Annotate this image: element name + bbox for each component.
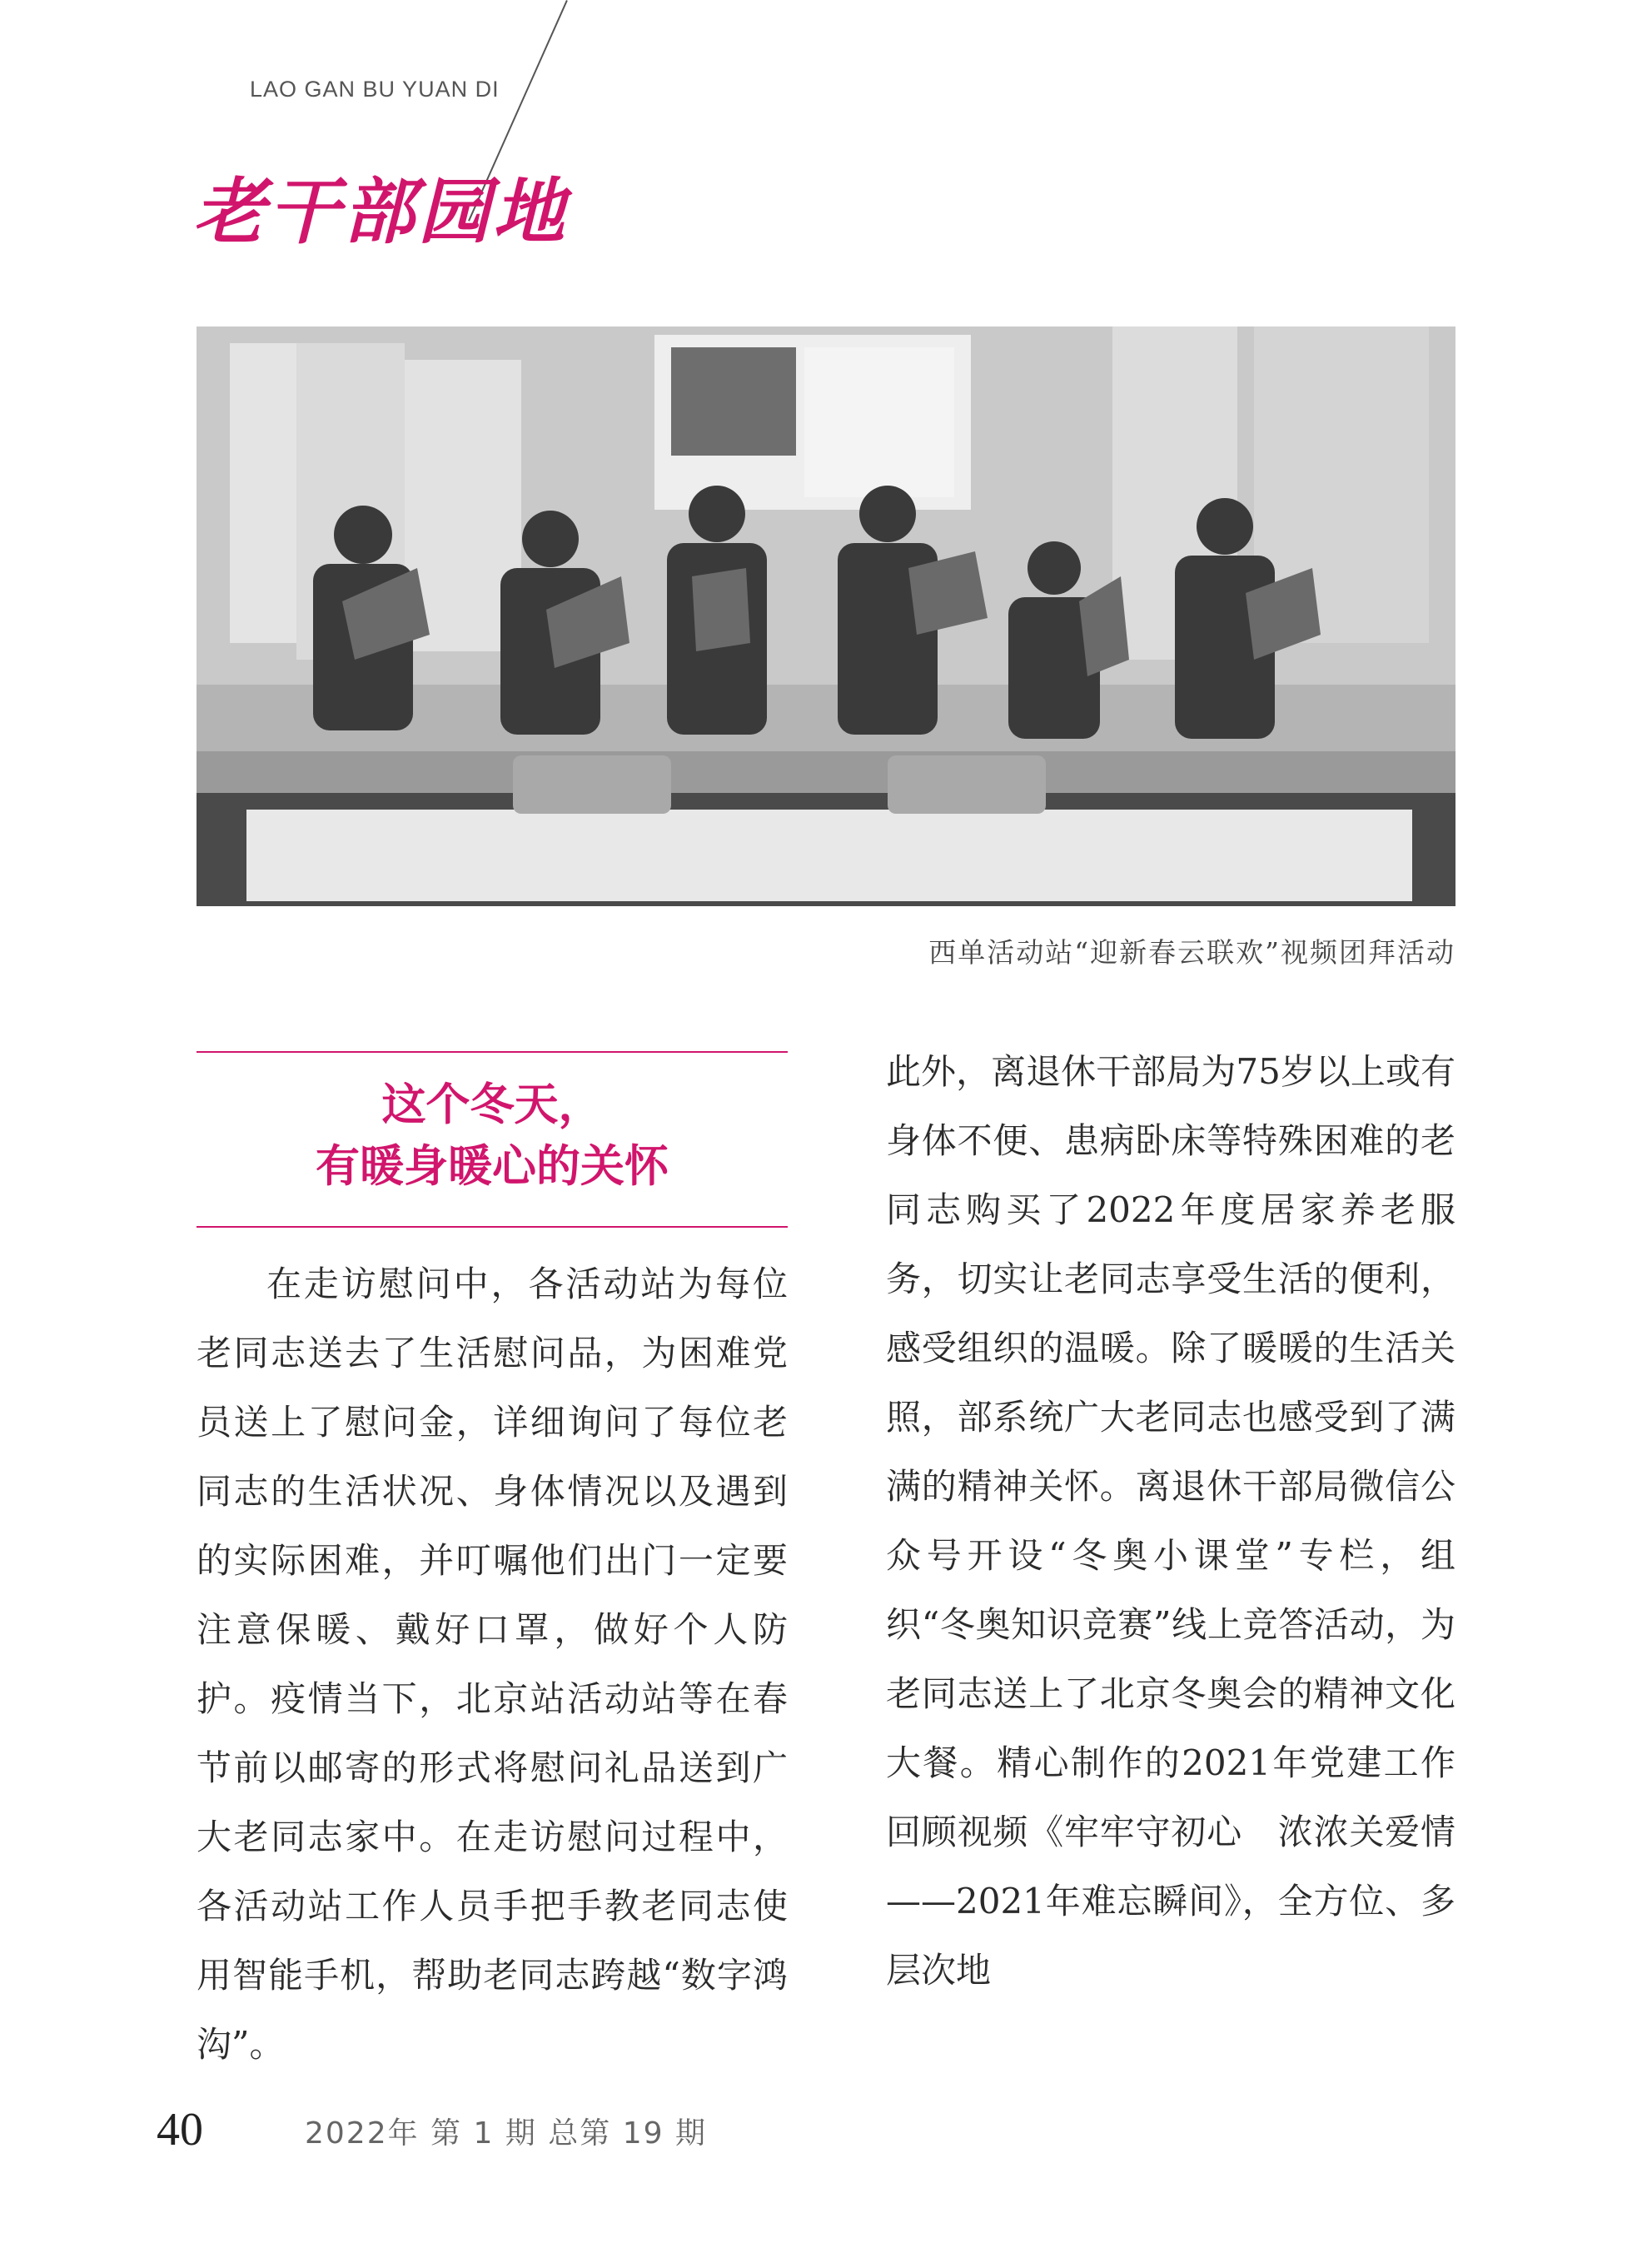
section-title-line-2: 有暖身暖心的关怀 xyxy=(316,1141,669,1192)
section-title-bottom-rule xyxy=(197,1226,788,1228)
page-number: 40 xyxy=(157,2104,203,2156)
column-title: 老干部园地 xyxy=(193,170,568,254)
column-pinyin: LAO GAN BU YUAN DI xyxy=(250,77,500,102)
issue-info: 2022年 第 1 期 总第 19 期 xyxy=(305,2116,707,2151)
section-title-top-rule xyxy=(197,1051,788,1053)
article-right-column: 此外，离退休干部局为75岁以上或有身体不便、患病卧床等特殊困难的老同志购买了2022年度居家养老服务，切实让老同志享受生活的便利，感受组织的温暖。除了暖暖的生活关照，部系统广大老同志也感受到了满满的精神关怀。离退休干部局微信公众号开设“冬奥小课堂”专栏，组织“冬奥知识竞赛”线上竞答活动，为老同志送上了北京冬奥会的精神文化大餐。精心制作的2021年党建工作回顾视频《牢牢守初心 浓浓关爱情——2021年难忘瞬间》，全方位、多层次地 xyxy=(886,1051,1455,1991)
section-title-line-1: 这个冬天， xyxy=(381,1079,603,1130)
photo-caption: 西单活动站“迎新春云联欢”视频团拜活动 xyxy=(928,936,1455,969)
event-photo xyxy=(197,326,1455,906)
section-title xyxy=(197,1074,788,1198)
article-left-column: 在走访慰问中，各活动站为每位老同志送去了生活慰问品，为困难党员送上了慰问金，详细询问了每位老同志的生活状况、身体情况以及遇到的实际困难，并叮嘱他们出门一定要注意保暖、戴好口罩，做好个人防护。疫情当下，北京站活动站等在春节前以邮寄的形式将慰问礼品送到广大老同志家中。在走访慰问过程中，各活动站工作人员手把手教老同志使用智能手机，帮助老同志跨越“数字鸿沟”。 xyxy=(197,1264,788,2065)
